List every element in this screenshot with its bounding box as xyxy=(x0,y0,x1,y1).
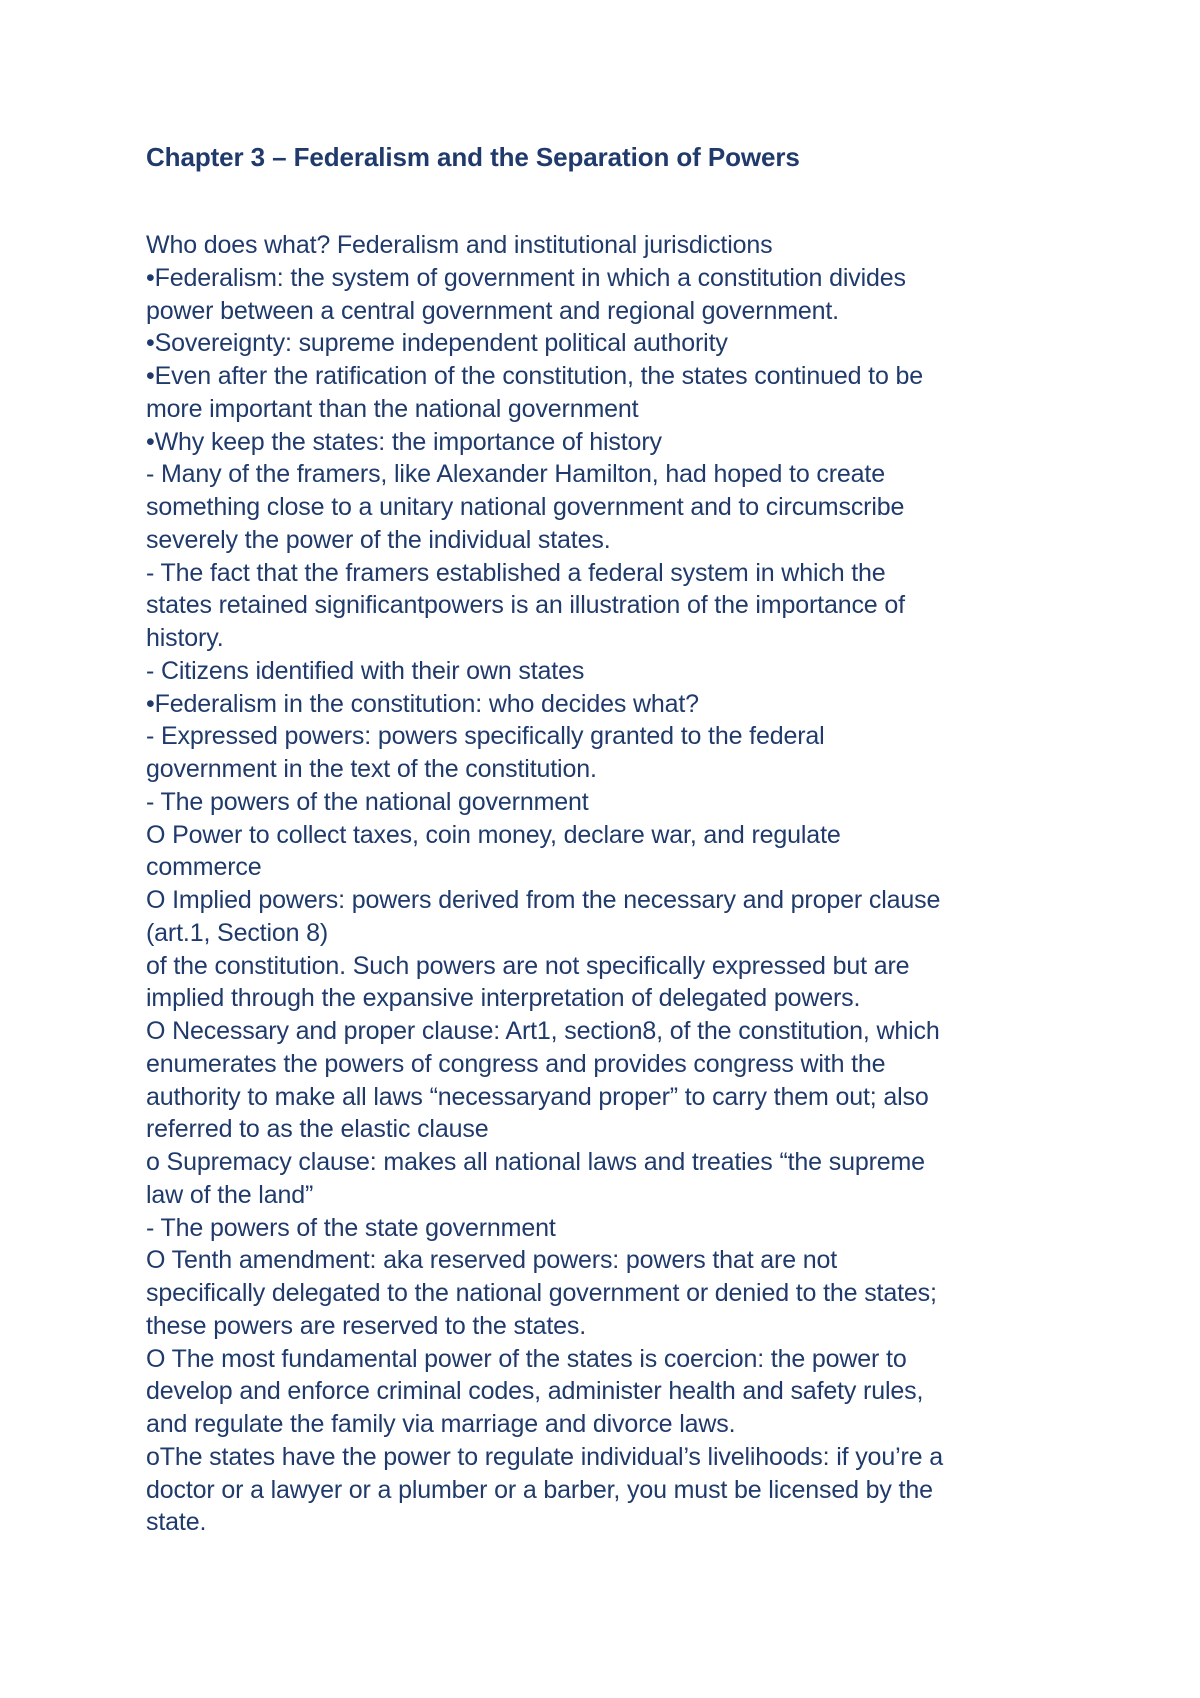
document-line: O Necessary and proper clause: Art1, section8, of the constitution, which xyxy=(146,1017,940,1045)
document-line: these powers are reserved to the states. xyxy=(146,1311,587,1340)
document-line: severely the power of the individual states. xyxy=(146,525,611,554)
document-line: Who does what? Federalism and institutional jurisdictions xyxy=(146,231,773,259)
document-line: something close to a unitary national government and to circumscribe xyxy=(146,493,905,521)
document-line: •Federalism: the system of government in which a constitution divides xyxy=(146,263,906,292)
document-line: - The powers of the state government xyxy=(146,1213,556,1242)
document-line: state. xyxy=(146,1508,207,1537)
document-line: referred to as the elastic clause xyxy=(146,1115,489,1144)
document-line: - The fact that the framers established a federal system in which the xyxy=(146,558,886,587)
document-line: O Implied powers: powers derived from the necessary and proper clause xyxy=(146,886,941,914)
document-line: O Tenth amendment: aka reserved powers: powers that are not xyxy=(146,1246,838,1275)
document-line: •Sovereignty: supreme independent political authority xyxy=(146,329,728,358)
document-line: and regulate the family via marriage and divorce laws. xyxy=(146,1410,736,1438)
document-line: O The most fundamental power of the states is coercion: the power to xyxy=(146,1344,907,1373)
document-line: commerce xyxy=(146,853,262,882)
document-line: history. xyxy=(146,624,224,652)
document-line: government in the text of the constitution. xyxy=(146,755,597,783)
document-line: of the constitution. Such powers are not specifically expressed but are xyxy=(146,951,910,980)
document-line: law of the land” xyxy=(146,1180,314,1209)
document-line: develop and enforce criminal codes, administer health and safety rules, xyxy=(146,1377,924,1406)
document-line: - Citizens identified with their own states xyxy=(146,656,585,685)
document-line: implied through the expansive interpretation of delegated powers. xyxy=(146,984,861,1013)
document-body xyxy=(146,229,1086,1539)
document-title: Chapter 3 – Federalism and the Separation of Powers xyxy=(146,142,800,172)
document-line: •Why keep the states: the importance of history xyxy=(146,427,662,456)
document-line: •Even after the ratification of the constitution, the states continued to be xyxy=(146,362,924,390)
document-line: oThe states have the power to regulate individual’s livelihoods: if you’re a xyxy=(146,1442,943,1471)
document-line: - The powers of the national government xyxy=(146,787,589,816)
document-line: o Supremacy clause: makes all national laws and treaties “the supreme xyxy=(146,1148,925,1176)
document-line: doctor or a lawyer or a plumber or a barber, you must be licensed by the xyxy=(146,1475,933,1504)
document-line: •Federalism in the constitution: who decides what? xyxy=(146,689,699,718)
document-line: authority to make all laws “necessaryand proper” to carry them out; also xyxy=(146,1082,929,1111)
document-line: (art.1, Section 8) xyxy=(146,918,329,947)
document-line: O Power to collect taxes, coin money, declare war, and regulate xyxy=(146,820,841,849)
document-line: states retained significantpowers is an illustration of the importance of xyxy=(146,591,905,620)
document-line: - Expressed powers: powers specifically granted to the federal xyxy=(146,722,825,751)
document-line: more important than the national government xyxy=(146,394,639,423)
document-line: - Many of the framers, like Alexander Hamilton, had hoped to create xyxy=(146,460,885,489)
document-line: enumerates the powers of congress and provides congress with the xyxy=(146,1049,886,1078)
document-line: power between a central government and regional government. xyxy=(146,296,839,325)
document-line: specifically delegated to the national government or denied to the states; xyxy=(146,1279,937,1307)
